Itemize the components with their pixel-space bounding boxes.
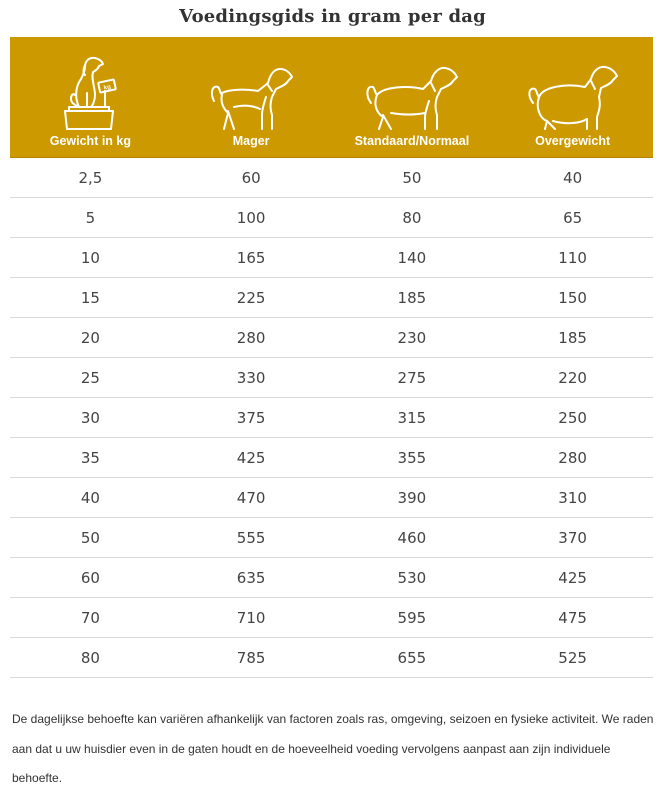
cell-weight: 80	[80, 648, 100, 667]
cell-overweight: 475	[558, 608, 587, 627]
cell-weight: 15	[80, 288, 100, 307]
cell-overweight: 185	[558, 328, 587, 347]
cell-thin: 635	[236, 568, 266, 587]
cell-thin: 280	[236, 328, 266, 347]
cell-thin: 425	[236, 448, 266, 467]
cell-normal: 185	[397, 288, 427, 307]
cell-thin: 710	[236, 608, 266, 627]
table-row	[10, 478, 653, 518]
cell-overweight: 370	[558, 528, 587, 547]
cell-normal: 50	[402, 168, 422, 187]
scale-display-label: kg	[103, 84, 112, 92]
cell-normal: 390	[397, 488, 427, 507]
cell-weight: 35	[80, 448, 100, 467]
table-header	[10, 37, 653, 158]
cell-thin: 330	[236, 368, 266, 387]
cell-overweight: 525	[558, 648, 587, 667]
overweight-dog-icon	[525, 63, 621, 135]
table-row	[10, 398, 653, 438]
header-cell-thin	[171, 37, 332, 157]
table-row	[10, 358, 653, 398]
cell-normal: 655	[397, 648, 427, 667]
thin-dog-icon	[206, 63, 296, 135]
cell-overweight: 40	[563, 168, 583, 187]
header-label-weight: Gewicht in kg	[49, 134, 131, 148]
cell-overweight: 110	[558, 248, 587, 267]
cell-normal: 315	[397, 408, 427, 427]
cell-thin: 225	[236, 288, 266, 307]
cell-normal: 80	[402, 208, 422, 227]
cell-overweight: 425	[558, 568, 587, 587]
cell-overweight: 65	[563, 208, 583, 227]
dog-on-scale-icon	[55, 55, 125, 133]
cell-weight: 40	[80, 488, 100, 507]
cell-thin: 165	[236, 248, 266, 267]
cell-normal: 230	[397, 328, 427, 347]
cell-weight: 10	[80, 248, 100, 267]
cell-weight: 30	[80, 408, 100, 427]
cell-normal: 530	[397, 568, 427, 587]
feeding-table	[10, 37, 653, 678]
cell-thin: 555	[236, 528, 266, 547]
feeding-note: De dagelijkse behoefte kan variëren afhankelijk van factoren zoals ras, omgeving, seizoen en fysieke activiteit. We raden aan dat u uw huisdier even in de gaten houdt en de hoeveelheid voeding vervolgens aanpast aan zijn individuele behoefte.	[12, 712, 654, 785]
cell-weight: 60	[80, 568, 100, 587]
cell-thin: 60	[241, 168, 261, 187]
cell-thin: 100	[236, 208, 266, 227]
cell-normal: 275	[397, 368, 427, 387]
table-row	[10, 198, 653, 238]
table-row	[10, 518, 653, 558]
header-label-thin: Mager	[232, 134, 270, 148]
cell-normal: 595	[397, 608, 427, 627]
header-label-overweight: Overgewicht	[535, 134, 611, 148]
table-row	[10, 278, 653, 318]
table-row	[10, 638, 653, 678]
cell-normal: 355	[397, 448, 427, 467]
table-row	[10, 558, 653, 598]
cell-normal: 140	[397, 248, 427, 267]
cell-overweight: 250	[558, 408, 587, 427]
cell-thin: 785	[236, 648, 266, 667]
cell-thin: 375	[236, 408, 266, 427]
table-row	[10, 438, 653, 478]
cell-weight: 70	[80, 608, 100, 627]
cell-overweight: 280	[558, 448, 587, 467]
cell-overweight: 310	[558, 488, 587, 507]
table-row	[10, 238, 653, 278]
normal-dog-icon	[363, 63, 461, 135]
table-row	[10, 158, 653, 198]
cell-overweight: 220	[558, 368, 587, 387]
table-row	[10, 318, 653, 358]
cell-weight: 5	[85, 208, 96, 227]
cell-weight: 25	[80, 368, 100, 387]
cell-thin: 470	[236, 488, 266, 507]
cell-normal: 460	[397, 528, 427, 547]
cell-weight: 20	[80, 328, 100, 347]
cell-weight: 2,5	[78, 168, 103, 187]
header-cell-overweight	[492, 37, 653, 157]
table-body	[10, 158, 653, 678]
page-title: Voedingsgids in gram per dag	[179, 6, 486, 27]
header-cell-weight	[10, 37, 171, 157]
header-label-normal: Standaard/Normaal	[354, 134, 470, 148]
table-row	[10, 598, 653, 638]
cell-weight: 50	[80, 528, 100, 547]
cell-overweight: 150	[558, 288, 587, 307]
header-cell-normal	[332, 37, 493, 157]
